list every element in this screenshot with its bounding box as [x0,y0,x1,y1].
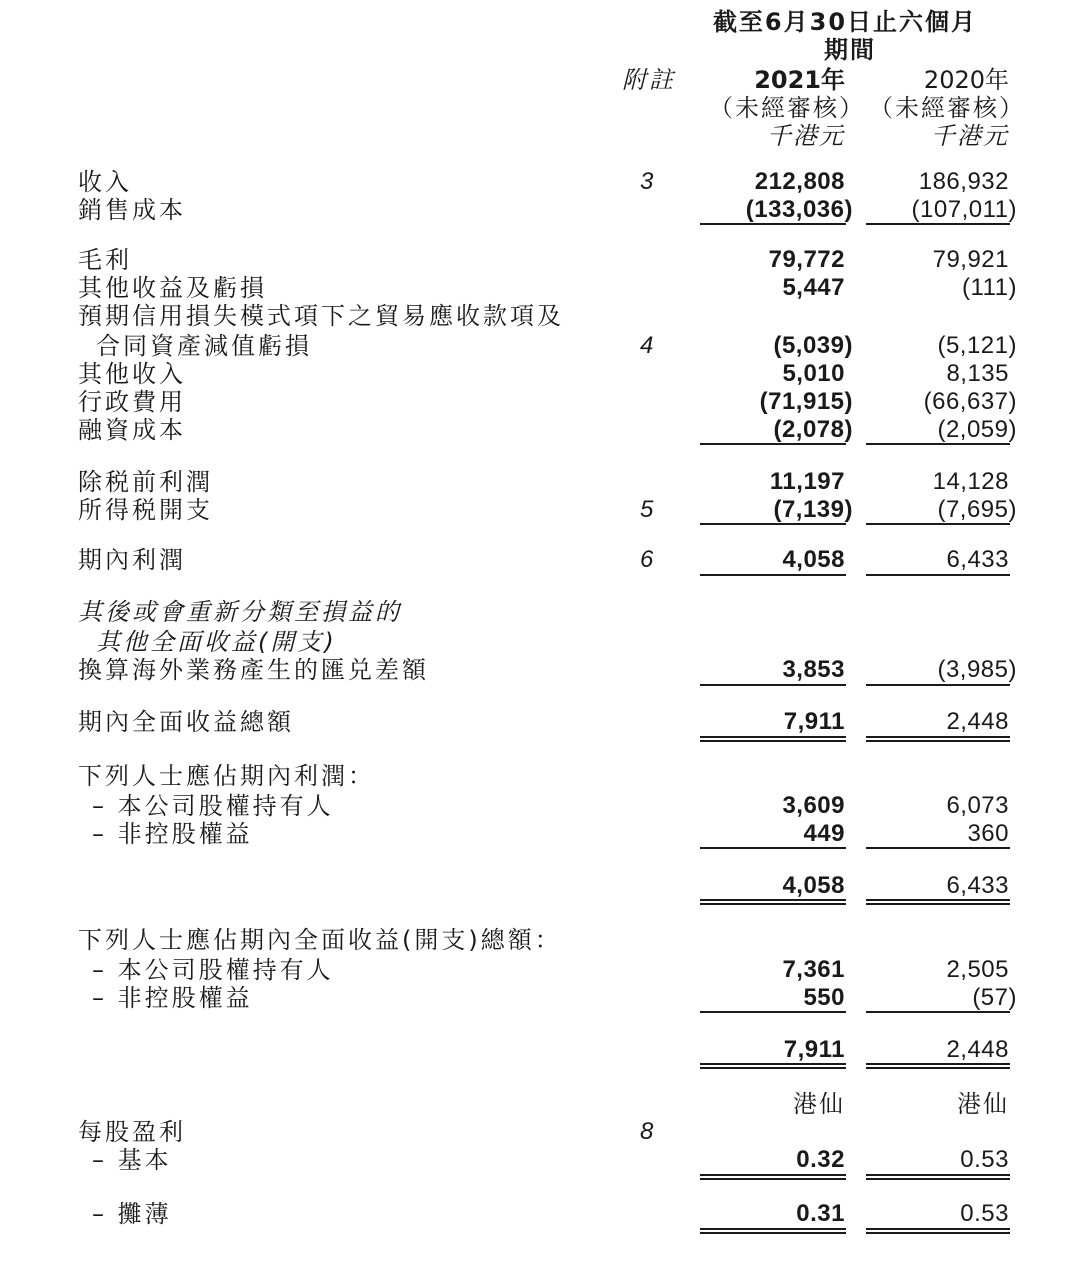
row-label-other-income: 其他收入 [78,360,186,388]
value-2020-revenue: 186,932 [918,168,1009,195]
rule-2020-after-income-tax [866,523,1010,525]
row-note-profit-period: 6 [640,546,654,573]
col-2021-unit: 千港元 [767,122,845,150]
rule-2021-after-fx-diff [700,684,846,686]
period-header-line1: 截至6月30日止六個月 [712,8,978,36]
value-2021-ca-nci: 550 [803,984,845,1011]
value-2021-profit-before-tax: 11,197 [769,468,845,495]
oci-heading-line2: 其他全面收益(開支) [96,628,337,656]
profit-attr-heading: 下列人士應佔期內利潤： [78,762,375,790]
value-2020-other-gains: (111) [962,274,1017,301]
double-rule-2021-eps-basic [700,1174,846,1176]
period-header-line2: 期間 [824,36,876,64]
col-2020-unit: 千港元 [931,122,1009,150]
row-note-eps: 8 [640,1118,654,1145]
value-2020-eps-diluted: 0.53 [960,1200,1009,1227]
value-2020-ca-owners: 2,505 [946,956,1009,983]
row-label-revenue: 收入 [78,168,132,196]
eps-unit-2020: 港仙 [957,1090,1009,1118]
value-2020-income-tax: (7,695) [937,496,1017,523]
value-2021-admin-expenses: (71,915) [759,388,853,415]
value-2020-eps-basic: 0.53 [960,1146,1009,1173]
value-2020-finance-costs: (2,059) [937,416,1017,443]
row-label-ca-owners: – 本公司股權持有人 [92,956,334,984]
value-2021-pa-owners: 3,609 [782,792,845,819]
value-2021-cost-of-sales: (133,036) [745,196,853,223]
value-2021-ca-owners: 7,361 [782,956,845,983]
value-2020-gross-profit: 79,921 [932,246,1009,273]
value-2021-gross-profit: 79,772 [768,246,845,273]
row-label-cost-of-sales: 銷售成本 [78,196,186,224]
oci-heading-line1: 其後或會重新分類至損益的 [78,598,402,626]
double-rule-2020-eps-diluted [866,1228,1010,1230]
row-note-impairment: 4 [640,332,654,359]
value-2020-total-ci: 2,448 [946,708,1009,735]
value-2020-fx-diff: (3,985) [937,656,1017,683]
value-2020-admin-expenses: (66,637) [923,388,1017,415]
double-rule-2020-ca-total [866,1063,1010,1065]
row-label-gross-profit: 毛利 [78,246,132,274]
row-label-admin-expenses: 行政費用 [78,388,186,416]
col-2020-year: 2020年 [923,66,1009,94]
value-2021-other-income: 5,010 [782,360,845,387]
value-2021-pa-nci: 449 [803,820,845,847]
row-label-fx-diff: 換算海外業務產生的匯兑差額 [78,656,429,684]
value-2021-total-ci: 7,911 [783,708,845,735]
rule-2021-after-finance-costs [700,443,846,445]
row-label-pa-nci: – 非控股權益 [92,820,253,848]
row-label-eps-basic: – 基本 [92,1146,172,1174]
rule-2020-after-finance-costs [866,443,1010,445]
row-label-eps: 每股盈利 [78,1118,186,1146]
row-note-revenue: 3 [640,168,654,195]
notes-column-header: 附註 [622,66,676,94]
row-label-other-gains: 其他收益及虧損 [78,274,267,302]
value-2021-ca-total: 7,911 [783,1036,845,1063]
row-label-ca-nci: – 非控股權益 [92,984,253,1012]
rule-2020-after-profit-period [866,574,1010,576]
value-2020-impairment: (5,121) [937,332,1017,359]
value-2021-eps-diluted: 0.31 [796,1200,845,1227]
value-2020-profit-period: 6,433 [946,546,1009,573]
value-2021-revenue: 212,808 [754,168,845,195]
rule-2021-after-cost-of-sales [700,223,846,225]
row-label-impairment-line2: 合同資產減值虧損 [96,332,312,360]
value-2020-pa-nci: 360 [967,820,1009,847]
col-2020-audit: （未經審核） [869,94,1025,122]
value-2020-ca-nci: (57) [972,984,1017,1011]
row-label-finance-costs: 融資成本 [78,416,186,444]
value-2020-ca-total: 2,448 [946,1036,1009,1063]
value-2021-other-gains: 5,447 [782,274,845,301]
value-2021-finance-costs: (2,078) [773,416,853,443]
row-label-profit-period: 期內利潤 [78,546,186,574]
double-rule-2021-pa-total [700,899,846,901]
rule-2020-after-pa-nci [866,847,1010,849]
double-rule-2021-ca-total [700,1063,846,1065]
value-2020-other-income: 8,135 [946,360,1009,387]
rule-2021-after-ca-nci [700,1011,846,1013]
value-2020-pa-owners: 6,073 [946,792,1009,819]
col-2021-audit: （未經審核） [709,94,865,122]
value-2021-eps-basic: 0.32 [796,1146,845,1173]
double-rule-2020-total-ci [866,736,1010,738]
value-2021-pa-total: 4,058 [782,872,845,899]
value-2021-impairment: (5,039) [773,332,853,359]
rule-2020-after-ca-nci [866,1011,1010,1013]
value-2021-income-tax: (7,139) [773,496,853,523]
row-label-total-ci: 期內全面收益總額 [78,708,294,736]
value-2020-profit-before-tax: 14,128 [932,468,1009,495]
value-2020-pa-total: 6,433 [946,872,1009,899]
rule-2020-after-cost-of-sales [866,223,1010,225]
row-label-eps-diluted: – 攤薄 [92,1200,172,1228]
rule-2021-after-profit-period [700,574,846,576]
double-rule-2021-total-ci [700,736,846,738]
double-rule-2020-eps-basic [866,1174,1010,1176]
value-2021-profit-period: 4,058 [782,546,845,573]
row-label-impairment-line1: 預期信用損失模式項下之貿易應收款項及 [78,302,564,330]
value-2021-fx-diff: 3,853 [782,656,845,683]
double-rule-2020-pa-total [866,899,1010,901]
ci-attr-heading: 下列人士應佔期內全面收益(開支)總額： [78,926,562,954]
row-label-profit-before-tax: 除税前利潤 [78,468,213,496]
col-2021-year: 2021年 [754,66,845,94]
eps-unit-2021: 港仙 [793,1090,845,1118]
row-label-income-tax: 所得税開支 [78,496,213,524]
row-note-income-tax: 5 [640,496,654,523]
double-rule-2021-eps-diluted [700,1228,846,1230]
value-2020-cost-of-sales: (107,011) [911,196,1017,223]
rule-2020-after-fx-diff [866,684,1010,686]
row-label-pa-owners: – 本公司股權持有人 [92,792,334,820]
rule-2021-after-pa-nci [700,847,846,849]
rule-2021-after-income-tax [700,523,846,525]
